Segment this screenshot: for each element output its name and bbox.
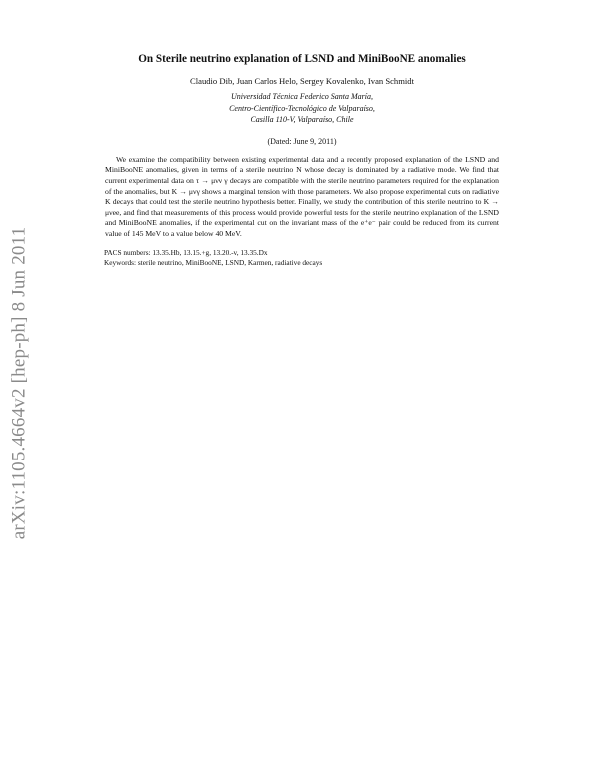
- keywords: Keywords: sterile neutrino, MiniBooNE, LSND, Karmen, radiative decays: [104, 257, 323, 267]
- affiliation-block: [104, 91, 500, 126]
- paper-title: On Sterile neutrino explanation of LSND and MiniBooNE anomalies: [138, 53, 466, 65]
- affiliation-line: Casilla 110-V, Valparaíso, Chile: [250, 115, 354, 125]
- arxiv-identifier: arXiv:1105.4664v2 [hep-ph] 8 Jun 2011: [8, 226, 30, 540]
- arxiv-sidebar-stamp: [2, 195, 37, 571]
- metadata-block: [104, 248, 500, 268]
- abstract: We examine the compatibility between existing experimental data and a recently proposed explanation of the LSND and MiniBooNE anomalies, given in terms of a sterile neutrino N whose decay is dominated by a radiative mode. We find that current experimental data on τ → μνν γ decays are compatible with the sterile neutrino parameters required for the explanation of the anomalies, but K → μνγ shows a marginal tension with those parameters. We also propose experimental cuts on radiative K decays that could test the sterile neutrino hypothesis better. Finally, we study the contribution of this sterile neutrino to K → μνee, and find that measurements of this process would provide powerful tests for the sterile neutrino explanation of the LSND and MiniBooNE anomalies, if the experimental cut on the invariant mass of the e⁺e⁻ pair could be reduced from its current value of 145 MeV to a value below 40 MeV.: [105, 154, 499, 238]
- pacs-numbers: PACS numbers: 13.35.Hb, 13.15.+g, 13.20.-v, 13.35.Dx: [104, 247, 268, 257]
- paper-front-matter: [104, 52, 500, 268]
- date-line: (Dated: June 9, 2011): [267, 136, 337, 146]
- affiliation-line: Universidad Técnica Federico Santa María,: [231, 92, 373, 101]
- author-list: Claudio Dib, Juan Carlos Helo, Sergey Kovalenko, Ivan Schmidt: [190, 76, 414, 86]
- affiliation-line: Centro-Científico-Tecnológico de Valparaíso,: [229, 103, 375, 113]
